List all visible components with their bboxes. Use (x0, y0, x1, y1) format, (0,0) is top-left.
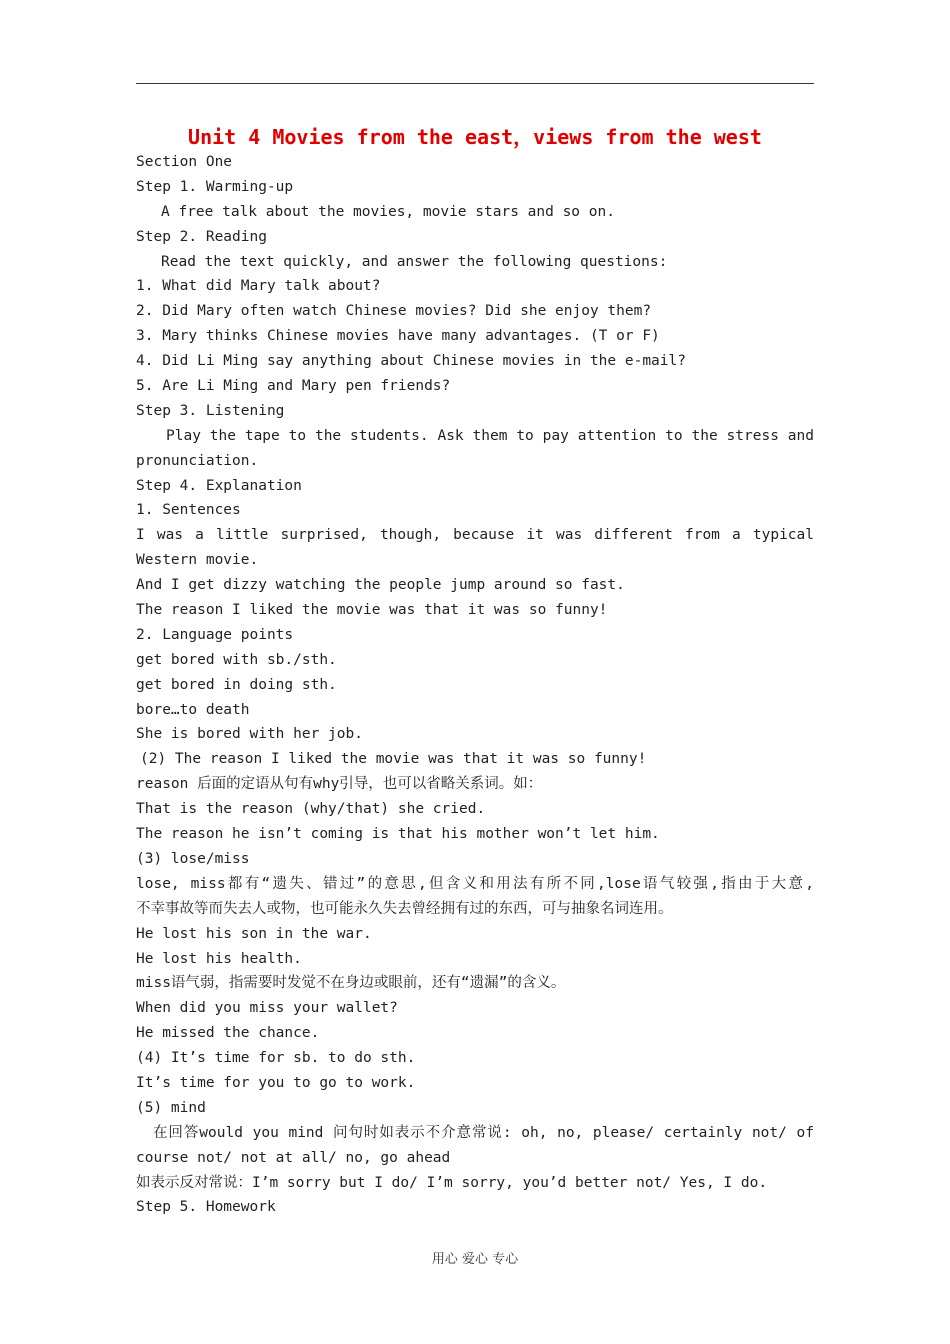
text-line: 2. Language points (136, 626, 294, 643)
text-line: 不幸事故等而失去人或物，也可能永久失去曾经拥有过的东西，可与抽象名词连用。 (136, 900, 673, 917)
page-footer: 用心 爱心 专心 (431, 1252, 519, 1267)
text-line: 2. Did Mary often watch Chinese movies? Did she enjoy them? (136, 303, 652, 320)
text-line: Read the text quickly, and answer the following questions: (161, 253, 668, 270)
text-line: She is bored with her job. (136, 726, 363, 743)
text-line: (3) lose/miss (136, 850, 250, 867)
text-line: Step 1. Warming-up (136, 178, 294, 195)
text-line: Step 4. Explanation (136, 477, 302, 494)
text-line: Western movie. (136, 552, 259, 569)
text-line: 5. Are Li Ming and Mary pen friends? (136, 378, 451, 395)
text-line: 1. Sentences (136, 502, 241, 519)
text-line: Step 5. Homework (136, 1199, 276, 1216)
text-line: Play the tape to the students. Ask them to pay attention to the stress and (166, 427, 814, 444)
text-line: When did you miss your wallet? (136, 1000, 398, 1017)
text-line: Step 3. Listening (136, 402, 285, 419)
text-line: 1. What did Mary talk about? (136, 278, 381, 295)
text-line: 在回答would you mind 问句时如表示不介意常说: oh, no, please/ certainly not/ of (153, 1124, 814, 1141)
text-line: He lost his son in the war. (136, 925, 372, 942)
text-line: get bored with sb./sth. (136, 651, 337, 668)
document-title: Unit 4 Movies from the east，views from the west (188, 125, 762, 149)
document-body (136, 150, 814, 1220)
text-line: 3. Mary thinks Chinese movies have many advantages. (T or F) (136, 328, 660, 345)
text-line: (4) It’s time for sb. to do sth. (136, 1050, 416, 1067)
text-line: That is the reason (why/that) she cried. (136, 801, 486, 818)
text-line: The reason I liked the movie was that it was so funny! (136, 602, 608, 619)
text-line: It’s time for you to go to work. (136, 1074, 416, 1091)
text-line: get bored in doing sth. (136, 676, 337, 693)
text-line: reason 后面的定语从句有why引导，也可以省略关系词。如： (136, 776, 543, 793)
text-line: course not/ not at all/ no, go ahead (136, 1149, 451, 1166)
text-line: pronunciation. (136, 452, 259, 469)
text-line: Section One (136, 154, 233, 170)
text-line: 4. Did Li Ming say anything about Chinese movies in the e-mail? (136, 353, 686, 370)
text-line: Step 2. Reading (136, 228, 267, 245)
text-line: miss语气弱，指需要时发觉不在身边或眼前，还有“遗漏”的含义。 (136, 975, 566, 992)
text-line: 如表示反对常说：I’m sorry but I do/ I’m sorry, you’d better not/ Yes, I do. (136, 1174, 768, 1191)
text-line: And I get dizzy watching the people jump around so fast. (136, 577, 625, 594)
text-line: (5) mind (136, 1099, 206, 1116)
text-line: A free talk about the movies, movie stars and so on. (161, 203, 615, 220)
text-line: He missed the chance. (136, 1025, 320, 1042)
text-line: bore…to death (136, 701, 250, 718)
text-line: The reason he isn’t coming is that his mother won’t let him. (136, 826, 660, 843)
header-rule (136, 83, 814, 84)
text-line: He lost his health. (136, 950, 302, 967)
text-line: lose, miss都有“遗失、错过”的意思,但含义和用法有所不同,lose语气较强,指由于大意, (136, 875, 814, 892)
text-line: I was a little surprised, though, because it was different from a typical (136, 527, 814, 544)
text-line: (2) The reason I liked the movie was that it was so funny! (140, 751, 647, 768)
